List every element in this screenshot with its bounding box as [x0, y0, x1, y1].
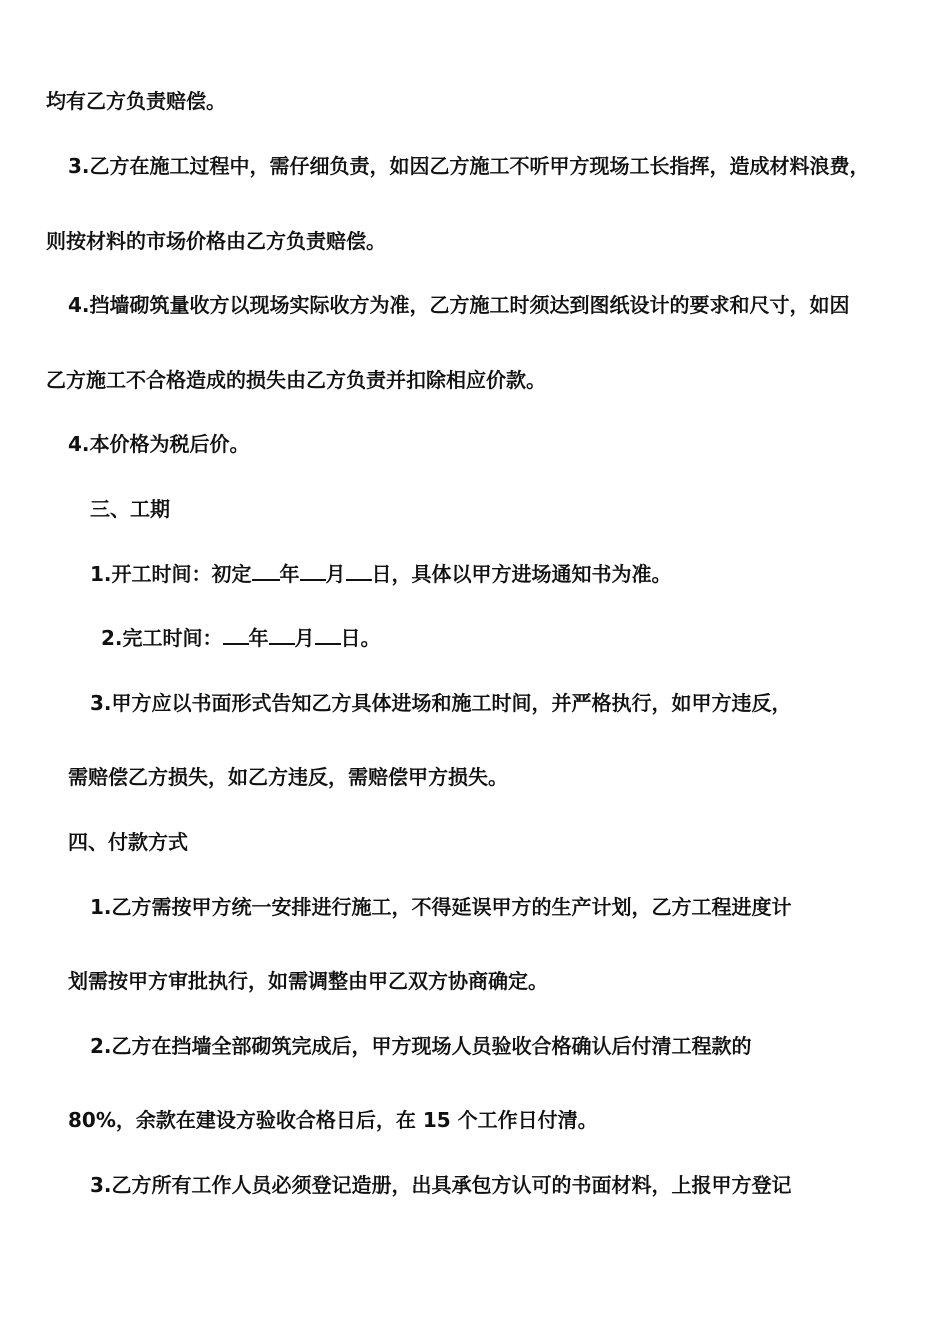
paragraph-line: 则按材料的市场价格由乙方负责赔偿。 [46, 229, 386, 253]
section-heading: 三、工期 [90, 497, 170, 521]
start-time-suffix: ，具体以甲方进场通知书为准。 [391, 562, 672, 586]
paragraph-line: 均有乙方负责赔偿。 [46, 89, 226, 113]
end-time-line [101, 625, 381, 651]
paragraph-line: 3.乙方在施工过程中，需仔细负责，如因乙方施工不听甲方现场工长指挥，造成材料浪费， [68, 154, 870, 178]
day-label: 日 [371, 562, 392, 586]
section-heading: 四、付款方式 [68, 830, 188, 854]
day-blank [346, 561, 372, 581]
year-blank [223, 625, 249, 645]
paragraph-line: 需赔偿乙方损失，如乙方违反，需赔偿甲方损失。 [68, 765, 508, 789]
month-label: 月 [325, 562, 346, 586]
day-blank [315, 625, 341, 645]
paragraph-line: 乙方施工不合格造成的损失由乙方负责并扣除相应价款。 [46, 368, 546, 392]
paragraph-line: 1.乙方需按甲方统一安排进行施工，不得延误甲方的生产计划，乙方工程进度计 [90, 895, 792, 919]
year-blank [252, 561, 280, 581]
paragraph-line: 4.本价格为税后价。 [68, 432, 250, 456]
day-label: 日。 [340, 626, 381, 650]
paragraph-line: 3.甲方应以书面形式告知乙方具体进场和施工时间，并严格执行，如甲方违反， [90, 691, 792, 715]
paragraph-line: 80%，余款在建设方验收合格日后，在 15 个工作日付清。 [68, 1108, 598, 1132]
paragraph-line: 划需按甲方审批执行，如需调整由甲乙双方协商确定。 [68, 969, 548, 993]
year-label: 年 [248, 626, 269, 650]
month-label: 月 [294, 626, 315, 650]
start-time-line [90, 561, 672, 587]
paragraph-line: 3.乙方所有工作人员必须登记造册，出具承包方认可的书面材料，上报甲方登记 [90, 1173, 792, 1197]
paragraph-line: 2.乙方在挡墙全部砌筑完成后，甲方现场人员验收合格确认后付清工程款的 [90, 1034, 752, 1058]
start-time-prefix: 1.开工时间：初定 [90, 562, 252, 586]
month-blank [269, 625, 295, 645]
end-time-prefix: 2.完工时间： [101, 626, 223, 650]
paragraph-line: 4.挡墙砌筑量收方以现场实际收方为准，乙方施工时须达到图纸设计的要求和尺寸，如因 [68, 293, 850, 317]
month-blank [300, 561, 326, 581]
year-label: 年 [279, 562, 300, 586]
